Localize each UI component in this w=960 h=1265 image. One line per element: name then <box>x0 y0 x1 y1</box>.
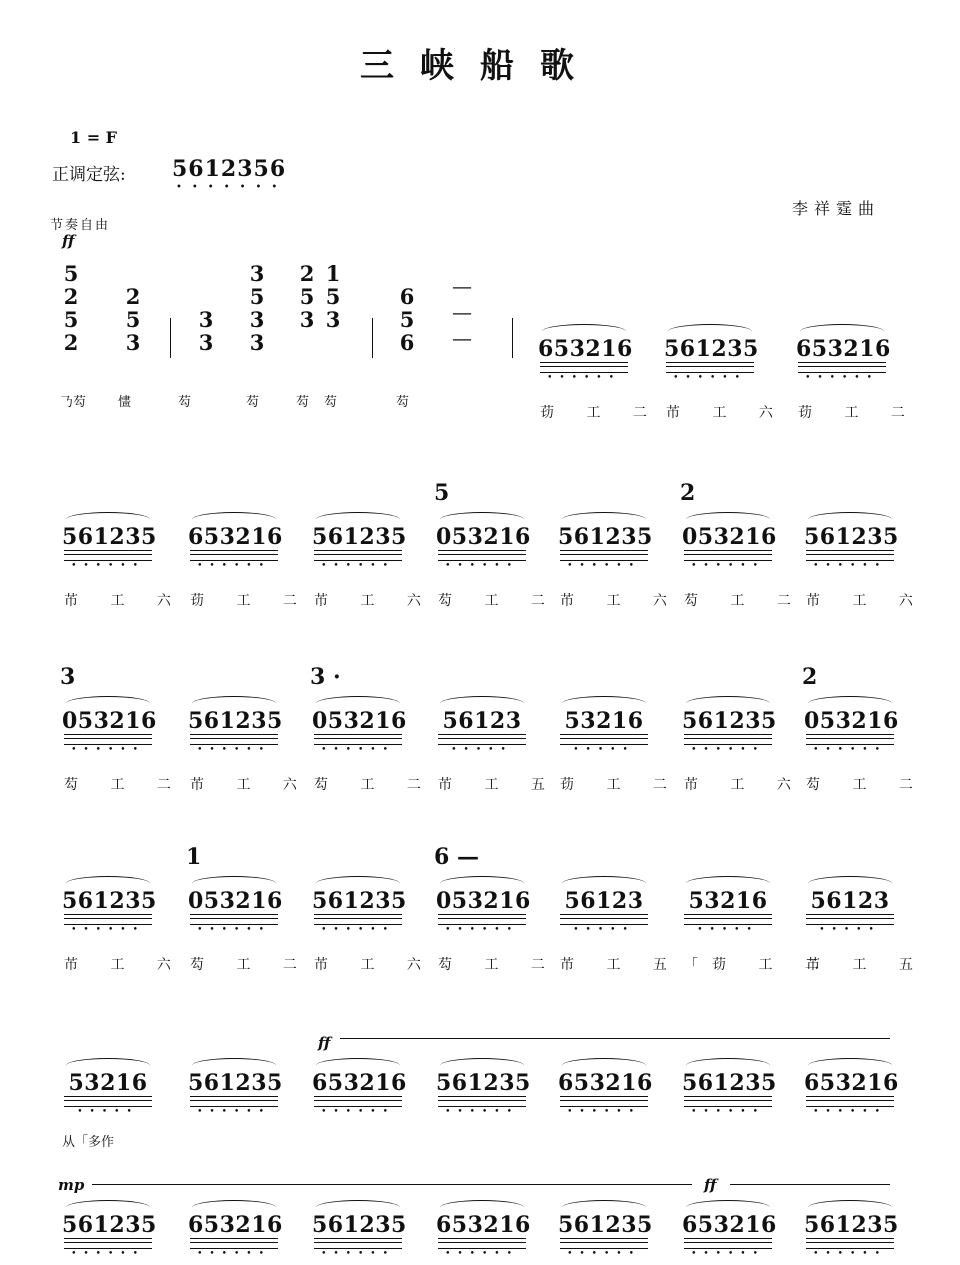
underlines <box>540 362 628 373</box>
underlines <box>190 914 278 925</box>
underlines <box>684 1238 772 1249</box>
accent-note: 1 <box>186 844 202 870</box>
group-digits: 053216 <box>312 708 407 734</box>
group-digits: 53216 <box>564 708 644 734</box>
octave-dots: ••••• <box>573 925 635 935</box>
fingering-group <box>796 330 891 387</box>
tablature-symbol: 芇 工 六 <box>190 777 311 793</box>
octave-dots: •••••• <box>197 1249 271 1259</box>
fingering-group <box>682 1206 777 1263</box>
underlines <box>438 914 526 925</box>
tablature-symbol: 苆 工 二 <box>190 593 311 609</box>
group-digits: 561235 <box>312 1212 407 1238</box>
octave-dots: •••••• <box>691 561 765 571</box>
slur <box>800 324 884 339</box>
tablature-symbol: 芇 工 六 <box>666 405 787 421</box>
slur <box>668 324 752 339</box>
underlines <box>560 550 648 561</box>
fingering-group <box>436 702 528 759</box>
slur <box>808 696 892 711</box>
slur <box>192 876 276 891</box>
octave-dots: •••••• <box>321 1107 395 1117</box>
group-digits: 56123 <box>810 888 890 914</box>
group-digits: 053216 <box>804 708 899 734</box>
tablature-symbol: 芶 工 二 <box>314 777 435 793</box>
chord-note: 5 <box>299 284 315 309</box>
tablature-symbol: 𠄎芶 <box>60 395 87 410</box>
slur <box>192 1058 276 1073</box>
group-digits: 561235 <box>804 1212 899 1238</box>
intro-chord <box>246 262 268 354</box>
group-digits: 653216 <box>312 1070 407 1096</box>
fingering-group <box>538 330 633 387</box>
slur <box>542 324 626 339</box>
underlines <box>798 362 886 373</box>
tablature-symbol: 㦎 <box>118 395 132 410</box>
slur <box>686 696 770 711</box>
accent-note: 5 <box>434 480 450 506</box>
fingering-group <box>558 1206 653 1263</box>
underlines <box>560 914 648 925</box>
intro-dynamic: ff <box>62 232 75 250</box>
group-digits: 053216 <box>436 524 531 550</box>
tablature-symbol: 芇 工 六 <box>806 593 927 609</box>
octave-dots: •••••• <box>321 1249 395 1259</box>
barline <box>170 318 171 358</box>
fingering-group <box>436 518 531 575</box>
group-digits: 56123 <box>442 708 522 734</box>
slur <box>66 1200 150 1215</box>
slur <box>192 1200 276 1215</box>
underlines <box>438 734 526 745</box>
tablature-symbol: 苆 工 二 <box>798 405 919 421</box>
octave-dots: •••••• <box>71 561 145 571</box>
chord-note: 5 <box>325 284 341 309</box>
chord-note: 2 <box>125 284 141 309</box>
slur <box>808 1058 892 1073</box>
octave-dots: •••••• <box>813 1249 887 1259</box>
slur <box>440 1058 524 1073</box>
tablature-symbol: 「苆 工 二 <box>684 957 833 973</box>
chord-note: 3 <box>198 330 214 355</box>
tablature-symbol: 芶 <box>296 395 310 410</box>
composer: 李祥霆曲 <box>792 199 881 218</box>
underlines <box>560 1238 648 1249</box>
underlines <box>64 734 152 745</box>
fingering-group <box>312 1206 407 1263</box>
tablature-symbol: 芶 <box>178 395 192 410</box>
accent-note: 2 <box>680 480 696 506</box>
group-digits: 053216 <box>682 524 777 550</box>
fingering-group <box>682 882 774 939</box>
chord-note: 5 <box>399 307 415 332</box>
barline <box>512 318 513 358</box>
underlines <box>190 1096 278 1107</box>
group-digits: 653216 <box>682 1212 777 1238</box>
underlines <box>560 734 648 745</box>
underlines <box>806 914 894 925</box>
octave-dots: ••••• <box>697 925 759 935</box>
underlines <box>438 1096 526 1107</box>
underlines <box>666 362 754 373</box>
tablature-symbol: 芶 工 二 <box>438 593 559 609</box>
group-digits: 561235 <box>312 524 407 550</box>
underlines <box>314 1238 402 1249</box>
fingering-group <box>558 518 653 575</box>
octave-dots: •••••• <box>197 925 271 935</box>
slur <box>66 1058 150 1073</box>
slur <box>440 1200 524 1215</box>
chord-note: 5 <box>63 307 79 332</box>
fingering-group <box>188 702 283 759</box>
octave-dots: •••••• <box>445 1107 519 1117</box>
intro-chord <box>296 262 318 331</box>
accent-note: 3 <box>60 664 76 690</box>
group-digits: 053216 <box>436 888 531 914</box>
underlines <box>64 1096 152 1107</box>
fingering-group <box>558 702 650 759</box>
octave-dots: •••••• <box>813 561 887 571</box>
group-digits: 653216 <box>188 524 283 550</box>
underlines <box>314 1096 402 1107</box>
chord-note: 3 <box>125 330 141 355</box>
octave-dots: •••••• <box>813 745 887 755</box>
tablature-symbol: 苆 工 二 <box>540 405 661 421</box>
slur <box>316 512 400 527</box>
slur <box>440 696 524 711</box>
slur <box>686 1058 770 1073</box>
chord-note: 3 <box>325 307 341 332</box>
fingering-group <box>188 882 283 939</box>
dynamic-end: ff <box>704 1176 717 1194</box>
octave-dots: ••••• <box>819 925 881 935</box>
key-signature: 1 = F <box>70 128 118 147</box>
underlines <box>64 550 152 561</box>
fingering-group <box>436 1206 531 1263</box>
tempo-marking: 节奏自由 <box>50 218 111 233</box>
group-digits: 561235 <box>682 708 777 734</box>
intro-chord <box>396 285 418 354</box>
group-digits: 561235 <box>682 1070 777 1096</box>
slur <box>316 1200 400 1215</box>
slur <box>316 1058 400 1073</box>
slur <box>192 512 276 527</box>
fingering-group <box>436 882 531 939</box>
octave-dots: •••••• <box>805 373 879 383</box>
chord-note: 3 <box>249 330 265 355</box>
group-digits: 053216 <box>62 708 157 734</box>
group-digits: 053216 <box>188 888 283 914</box>
slur <box>562 1058 646 1073</box>
fingering-group <box>62 1064 154 1121</box>
chord-note: 2 <box>63 330 79 355</box>
fingering-group <box>682 518 777 575</box>
group-digits: 653216 <box>804 1070 899 1096</box>
underlines <box>684 550 772 561</box>
tablature-symbol: 芇 工 五 <box>560 957 681 973</box>
slur <box>192 696 276 711</box>
tablature-symbol: 芇 工 六 <box>64 593 185 609</box>
group-digits: 561235 <box>558 1212 653 1238</box>
underlines <box>64 914 152 925</box>
octave-dots: •••••• <box>197 745 271 755</box>
slur <box>562 512 646 527</box>
tablature-symbol: 芇 工 六 <box>314 957 435 973</box>
underlines <box>684 734 772 745</box>
fingering-group <box>436 1064 531 1121</box>
fingering-group <box>804 1064 899 1121</box>
octave-dots: •••••• <box>691 745 765 755</box>
group-digits: 561235 <box>62 888 157 914</box>
octave-dots: •••••• <box>71 1249 145 1259</box>
tablature-symbol: 芶 工 二 <box>684 593 805 609</box>
octave-dots: •••••• <box>197 561 271 571</box>
underlines <box>806 550 894 561</box>
octave-dots: •••••• <box>197 1107 271 1117</box>
tablature-symbol: 芇 工 六 <box>64 957 185 973</box>
octave-dots: ••••• <box>573 745 635 755</box>
group-digits: 561235 <box>62 524 157 550</box>
octave-dots: •••••• <box>691 1249 765 1259</box>
slur <box>66 696 150 711</box>
chord-note: 5 <box>63 261 79 286</box>
accent-note: 3 · <box>310 664 341 690</box>
group-digits: 561235 <box>558 524 653 550</box>
octave-dots: ••••• <box>77 1107 139 1117</box>
tablature-symbol: 芶 工 二 <box>64 777 185 793</box>
slur <box>562 696 646 711</box>
underlines <box>438 1238 526 1249</box>
octave-dots: •••••• <box>321 745 395 755</box>
group-digits: 561235 <box>312 888 407 914</box>
slur <box>808 512 892 527</box>
group-digits: 561235 <box>804 524 899 550</box>
group-digits: 561235 <box>62 1212 157 1238</box>
group-digits: 53216 <box>688 888 768 914</box>
fingering-group <box>558 1064 653 1121</box>
chord-note: 2 <box>299 261 315 286</box>
underlines <box>560 1096 648 1107</box>
group-digits: 561235 <box>436 1070 531 1096</box>
fingering-group <box>188 1064 283 1121</box>
tablature-symbol: 芇 工 六 <box>560 593 681 609</box>
fingering-group <box>804 518 899 575</box>
diminuendo-hairpin <box>340 1038 890 1039</box>
group-digits: 561235 <box>188 1070 283 1096</box>
underlines <box>190 734 278 745</box>
chord-note: 3 <box>198 307 214 332</box>
group-digits: 653216 <box>188 1212 283 1238</box>
sustain-dash: — <box>452 300 472 324</box>
sustain-dash: — <box>452 274 472 298</box>
fingering-group <box>682 1064 777 1121</box>
chord-note: 5 <box>249 284 265 309</box>
fingering-group <box>664 330 759 387</box>
accent-note: 2 <box>802 664 818 690</box>
tablature-symbol: 芇 工 五 <box>438 777 559 793</box>
underlines <box>806 1096 894 1107</box>
dynamic-start: mp <box>58 1176 85 1194</box>
diminuendo-hairpin <box>730 1184 890 1185</box>
tablature-symbol: 芶 工 二 <box>190 957 311 973</box>
tuning-dots: ••••••• <box>176 182 288 193</box>
underlines <box>684 1096 772 1107</box>
underlines <box>190 550 278 561</box>
underlines <box>64 1238 152 1249</box>
chord-note: 3 <box>299 307 315 332</box>
octave-dots: •••••• <box>567 1249 641 1259</box>
intro-chord <box>195 308 217 354</box>
tablature-symbol: 芶 工 二 <box>806 777 927 793</box>
slur <box>66 876 150 891</box>
fingering-group <box>188 1206 283 1263</box>
fingering-group <box>62 1206 157 1263</box>
fingering-group <box>312 1064 407 1121</box>
slur <box>686 1200 770 1215</box>
octave-dots: •••••• <box>547 373 621 383</box>
octave-dots: •••••• <box>445 561 519 571</box>
underlines <box>314 550 402 561</box>
octave-dots: ••••• <box>451 745 513 755</box>
chord-note: 5 <box>125 307 141 332</box>
group-digits: 56123 <box>564 888 644 914</box>
group-digits: 653216 <box>796 336 891 362</box>
group-digits: 653216 <box>436 1212 531 1238</box>
fingering-group <box>804 702 899 759</box>
barline <box>372 318 373 358</box>
underlines <box>438 550 526 561</box>
fingering-group <box>682 702 777 759</box>
page-title: 三峡船歌 <box>360 46 600 86</box>
dynamic-marking: ff <box>318 1034 331 1052</box>
crescendo-hairpin <box>92 1184 692 1185</box>
fingering-group <box>62 518 157 575</box>
slur <box>316 876 400 891</box>
fingering-group <box>312 882 407 939</box>
underlines <box>314 734 402 745</box>
slur <box>440 876 524 891</box>
tablature-symbol: 苆 工 二 <box>560 777 681 793</box>
octave-dots: •••••• <box>567 561 641 571</box>
fingering-group <box>804 882 896 939</box>
chord-note: 6 <box>399 330 415 355</box>
octave-dots: •••••• <box>321 925 395 935</box>
octave-dots: •••••• <box>71 745 145 755</box>
fingering-group <box>62 702 157 759</box>
tablature-symbol: 芇 工 六 <box>314 593 435 609</box>
slur <box>808 876 892 891</box>
fingering-group <box>558 882 650 939</box>
tablature-symbol: 芇 工 六 <box>684 777 805 793</box>
tablature-symbol: 芶 <box>324 395 338 410</box>
underlines <box>314 914 402 925</box>
fingering-group <box>804 1206 899 1263</box>
octave-dots: •••••• <box>567 1107 641 1117</box>
group-digits: 653216 <box>558 1070 653 1096</box>
octave-dots: •••••• <box>445 1249 519 1259</box>
fingering-group <box>62 882 157 939</box>
tuning-notes: 5612356 <box>172 156 287 182</box>
chord-note: 1 <box>325 261 341 286</box>
slur <box>66 512 150 527</box>
slur <box>686 512 770 527</box>
fingering-group <box>312 702 407 759</box>
chord-note: 3 <box>249 261 265 286</box>
octave-dots: •••••• <box>71 925 145 935</box>
intro-chord <box>322 262 344 331</box>
fingering-group <box>312 518 407 575</box>
tablature-symbol: 芶 <box>396 395 410 410</box>
chord-note: 6 <box>399 284 415 309</box>
slur <box>316 696 400 711</box>
intro-chord <box>122 285 144 354</box>
intro-chord <box>60 262 82 354</box>
accent-note: 6 — <box>434 844 479 870</box>
underlines <box>190 1238 278 1249</box>
group-digits: 53216 <box>68 1070 148 1096</box>
sustain-dash: — <box>452 326 472 350</box>
underlines <box>806 1238 894 1249</box>
slur <box>562 1200 646 1215</box>
group-digits: 653216 <box>538 336 633 362</box>
chord-note: 2 <box>63 284 79 309</box>
underlines <box>684 914 772 925</box>
group-digits: 561235 <box>188 708 283 734</box>
tablature-symbol: 芶 工 二 <box>438 957 559 973</box>
slur <box>562 876 646 891</box>
octave-dots: •••••• <box>813 1107 887 1117</box>
group-digits: 561235 <box>664 336 759 362</box>
octave-dots: •••••• <box>673 373 747 383</box>
tablature-symbol: 芶 <box>246 395 260 410</box>
octave-dots: •••••• <box>321 561 395 571</box>
slur <box>808 1200 892 1215</box>
octave-dots: •••••• <box>445 925 519 935</box>
octave-dots: •••••• <box>691 1107 765 1117</box>
performance-note: 从「多作 <box>62 1135 115 1150</box>
chord-note: 3 <box>249 307 265 332</box>
slur <box>686 876 770 891</box>
fingering-group <box>188 518 283 575</box>
slur <box>440 512 524 527</box>
tuning-label: 正调定弦: <box>52 165 126 185</box>
tablature-symbol: 芇 工 五 <box>806 957 927 973</box>
underlines <box>806 734 894 745</box>
